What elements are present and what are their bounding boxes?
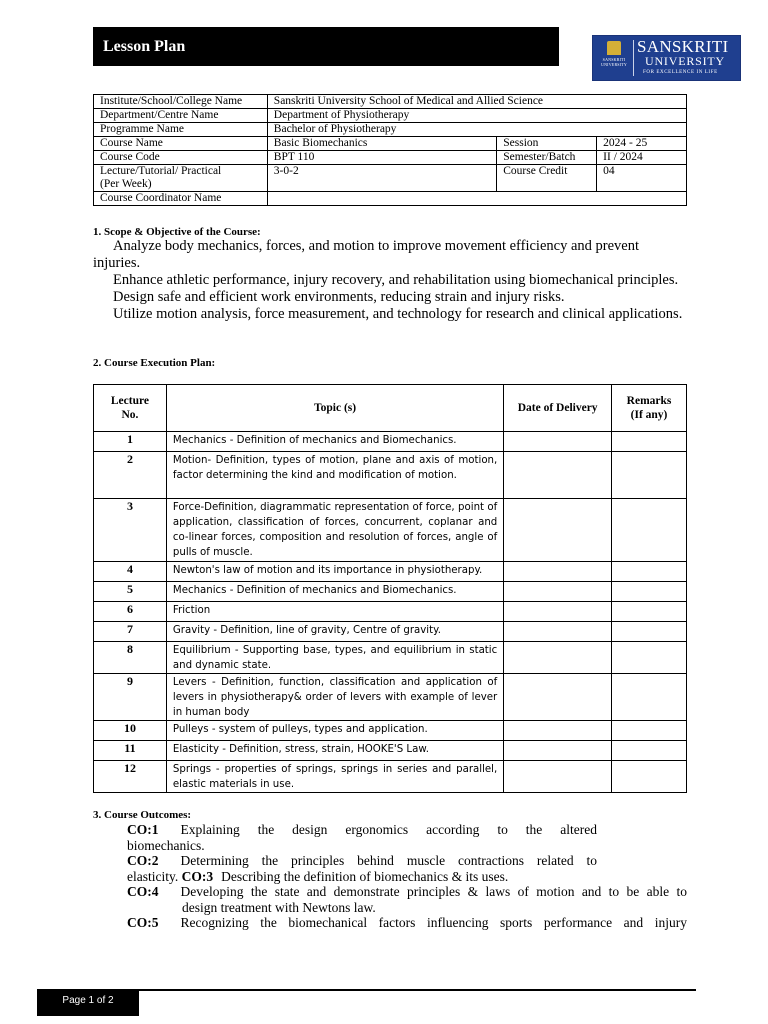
lecture-no: 9 xyxy=(94,674,167,721)
date-cell xyxy=(504,674,612,721)
col-topic: Topic (s) xyxy=(166,385,503,432)
coordinator-label: Course Coordinator Name xyxy=(94,192,268,206)
topic: Gravity - Definition, line of gravity, Centre of gravity. xyxy=(166,622,503,642)
scope-objectives xyxy=(93,238,687,323)
table-row xyxy=(94,741,687,761)
scope-item: Design safe and efficient work environments, reducing strain and injury risks. xyxy=(113,289,565,305)
page-number: Page 1 of 2 xyxy=(37,990,139,1016)
logo-name-line2: UNIVERSITY xyxy=(645,54,725,68)
table-row xyxy=(94,761,687,793)
course-code-value: BPT 110 xyxy=(267,151,496,165)
outcome-co4: CO:4 Developing the state and demonstrate principles & laws of motion and to be able to design treatment with Newtons law. xyxy=(127,884,687,915)
topic: Motion- Definition, types of motion, plane and axis of motion, factor determining the kind and modification of motion. xyxy=(166,452,503,499)
remarks-cell xyxy=(612,499,687,562)
date-cell xyxy=(504,622,612,642)
table-row xyxy=(94,622,687,642)
university-emblem-icon: SANSKRITI UNIVERSITY xyxy=(597,39,631,77)
lecture-no: 2 xyxy=(94,452,167,499)
topic: Newton's law of motion and its importance in physiotherapy. xyxy=(166,562,503,582)
lecture-no: 11 xyxy=(94,741,167,761)
date-cell xyxy=(504,432,612,452)
university-logo xyxy=(592,35,741,81)
table-row xyxy=(94,602,687,622)
date-cell xyxy=(504,499,612,562)
remarks-cell xyxy=(612,582,687,602)
course-outcomes-heading: 3. Course Outcomes: xyxy=(93,809,192,821)
remarks-cell xyxy=(612,642,687,674)
table-row xyxy=(94,721,687,741)
programme-value: Bachelor of Physiotherapy xyxy=(267,123,686,137)
info-row-coordinator xyxy=(94,192,687,206)
remarks-cell xyxy=(612,602,687,622)
topic: Elasticity - Definition, stress, strain, HOOKE'S Law. xyxy=(166,741,503,761)
lecture-no: 3 xyxy=(94,499,167,562)
table-row xyxy=(94,642,687,674)
logo-tagline: FOR EXCELLENCE IN LIFE xyxy=(643,70,718,75)
remarks-cell xyxy=(612,452,687,499)
topic: Pulleys - system of pulleys, types and application. xyxy=(166,721,503,741)
date-cell xyxy=(504,761,612,793)
remarks-cell xyxy=(612,761,687,793)
info-row-course-code xyxy=(94,151,687,165)
date-cell xyxy=(504,741,612,761)
course-code-label: Course Code xyxy=(94,151,268,165)
info-row-programme xyxy=(94,123,687,137)
credit-label: Course Credit xyxy=(497,165,597,192)
date-cell xyxy=(504,602,612,622)
remarks-cell xyxy=(612,562,687,582)
remarks-cell xyxy=(612,432,687,452)
course-name-label: Course Name xyxy=(94,137,268,151)
table-row xyxy=(94,582,687,602)
department-value: Department of Physiotherapy xyxy=(267,109,686,123)
ltp-value: 3-0-2 xyxy=(267,165,496,192)
institute-label: Institute/School/College Name xyxy=(94,95,268,109)
programme-label: Programme Name xyxy=(94,123,268,137)
lecture-no: 8 xyxy=(94,642,167,674)
lecture-no: 12 xyxy=(94,761,167,793)
date-cell xyxy=(504,721,612,741)
topic: Levers - Definition, function, classification and application of levers in physiotherapy& order of levers with example of lever in human body xyxy=(166,674,503,721)
ltp-label: Lecture/Tutorial/ Practical (Per Week) xyxy=(94,165,268,192)
table-row xyxy=(94,674,687,721)
institute-value: Sanskriti University School of Medical and Allied Science xyxy=(267,95,686,109)
info-row-course-name xyxy=(94,137,687,151)
course-info-table xyxy=(93,94,687,206)
table-row xyxy=(94,499,687,562)
scope-item: Enhance athletic performance, injury recovery, and rehabilitation using biomechanical principles. xyxy=(113,272,679,288)
remarks-cell xyxy=(612,721,687,741)
table-row xyxy=(94,432,687,452)
remarks-cell xyxy=(612,741,687,761)
info-row-institute xyxy=(94,95,687,109)
execution-plan-table xyxy=(93,384,687,793)
lecture-no: 4 xyxy=(94,562,167,582)
info-row-department xyxy=(94,109,687,123)
topic: Force-Definition, diagrammatic representation of force, point of application, classification of forces, concurrent, coplanar and co-linear forces, composition and resolution of forces, angle of pulls of muscle. xyxy=(166,499,503,562)
outcome-co2-co3: CO:2 Determining the principles behind muscle contractions related to elasticity. CO:3 Describing the definition of biomechanics & its uses. xyxy=(127,853,597,884)
lecture-no: 6 xyxy=(94,602,167,622)
date-cell xyxy=(504,562,612,582)
plan-header-row xyxy=(94,385,687,432)
session-value: 2024 - 25 xyxy=(597,137,687,151)
table-row xyxy=(94,452,687,499)
topic: Mechanics - Definition of mechanics and Biomechanics. xyxy=(166,432,503,452)
lecture-no: 10 xyxy=(94,721,167,741)
logo-name-line1: SANSKRITI xyxy=(637,37,729,56)
topic: Springs - properties of springs, springs in series and parallel, elastic materials in use. xyxy=(166,761,503,793)
table-row xyxy=(94,562,687,582)
lecture-no: 1 xyxy=(94,432,167,452)
remarks-cell xyxy=(612,622,687,642)
date-cell xyxy=(504,452,612,499)
col-lecture-no: Lecture No. xyxy=(94,385,167,432)
scope-item: Utilize motion analysis, force measurement, and technology for research and clinical applications. xyxy=(113,306,683,322)
course-name-value: Basic Biomechanics xyxy=(267,137,496,151)
topic: Mechanics - Definition of mechanics and Biomechanics. xyxy=(166,582,503,602)
scope-item: Analyze body mechanics, forces, and motion to improve movement efficiency and prevent injuries. xyxy=(93,238,639,271)
date-cell xyxy=(504,642,612,674)
outcome-co5: CO:5 Recognizing the biomechanical factors influencing sports performance and injury xyxy=(127,915,687,930)
lecture-no: 7 xyxy=(94,622,167,642)
outcome-co1: CO:1 Explaining the design ergonomics according to the altered biomechanics. xyxy=(127,822,597,853)
topic: Equilibrium - Supporting base, types, and equilibrium in static and dynamic state. xyxy=(166,642,503,674)
scope-heading: 1. Scope & Objective of the Course: xyxy=(93,226,261,238)
semester-label: Semester/Batch xyxy=(497,151,597,165)
date-cell xyxy=(504,582,612,602)
department-label: Department/Centre Name xyxy=(94,109,268,123)
semester-value: II / 2024 xyxy=(597,151,687,165)
credit-value: 04 xyxy=(597,165,687,192)
info-row-ltp xyxy=(94,165,687,192)
coordinator-value xyxy=(267,192,686,206)
session-label: Session xyxy=(497,137,597,151)
lecture-no: 5 xyxy=(94,582,167,602)
topic: Friction xyxy=(166,602,503,622)
remarks-cell xyxy=(612,674,687,721)
col-date-of-delivery: Date of Delivery xyxy=(504,385,612,432)
lesson-plan-title: Lesson Plan xyxy=(93,27,559,66)
execution-plan-heading: 2. Course Execution Plan: xyxy=(93,357,216,369)
col-remarks: Remarks (If any) xyxy=(612,385,687,432)
